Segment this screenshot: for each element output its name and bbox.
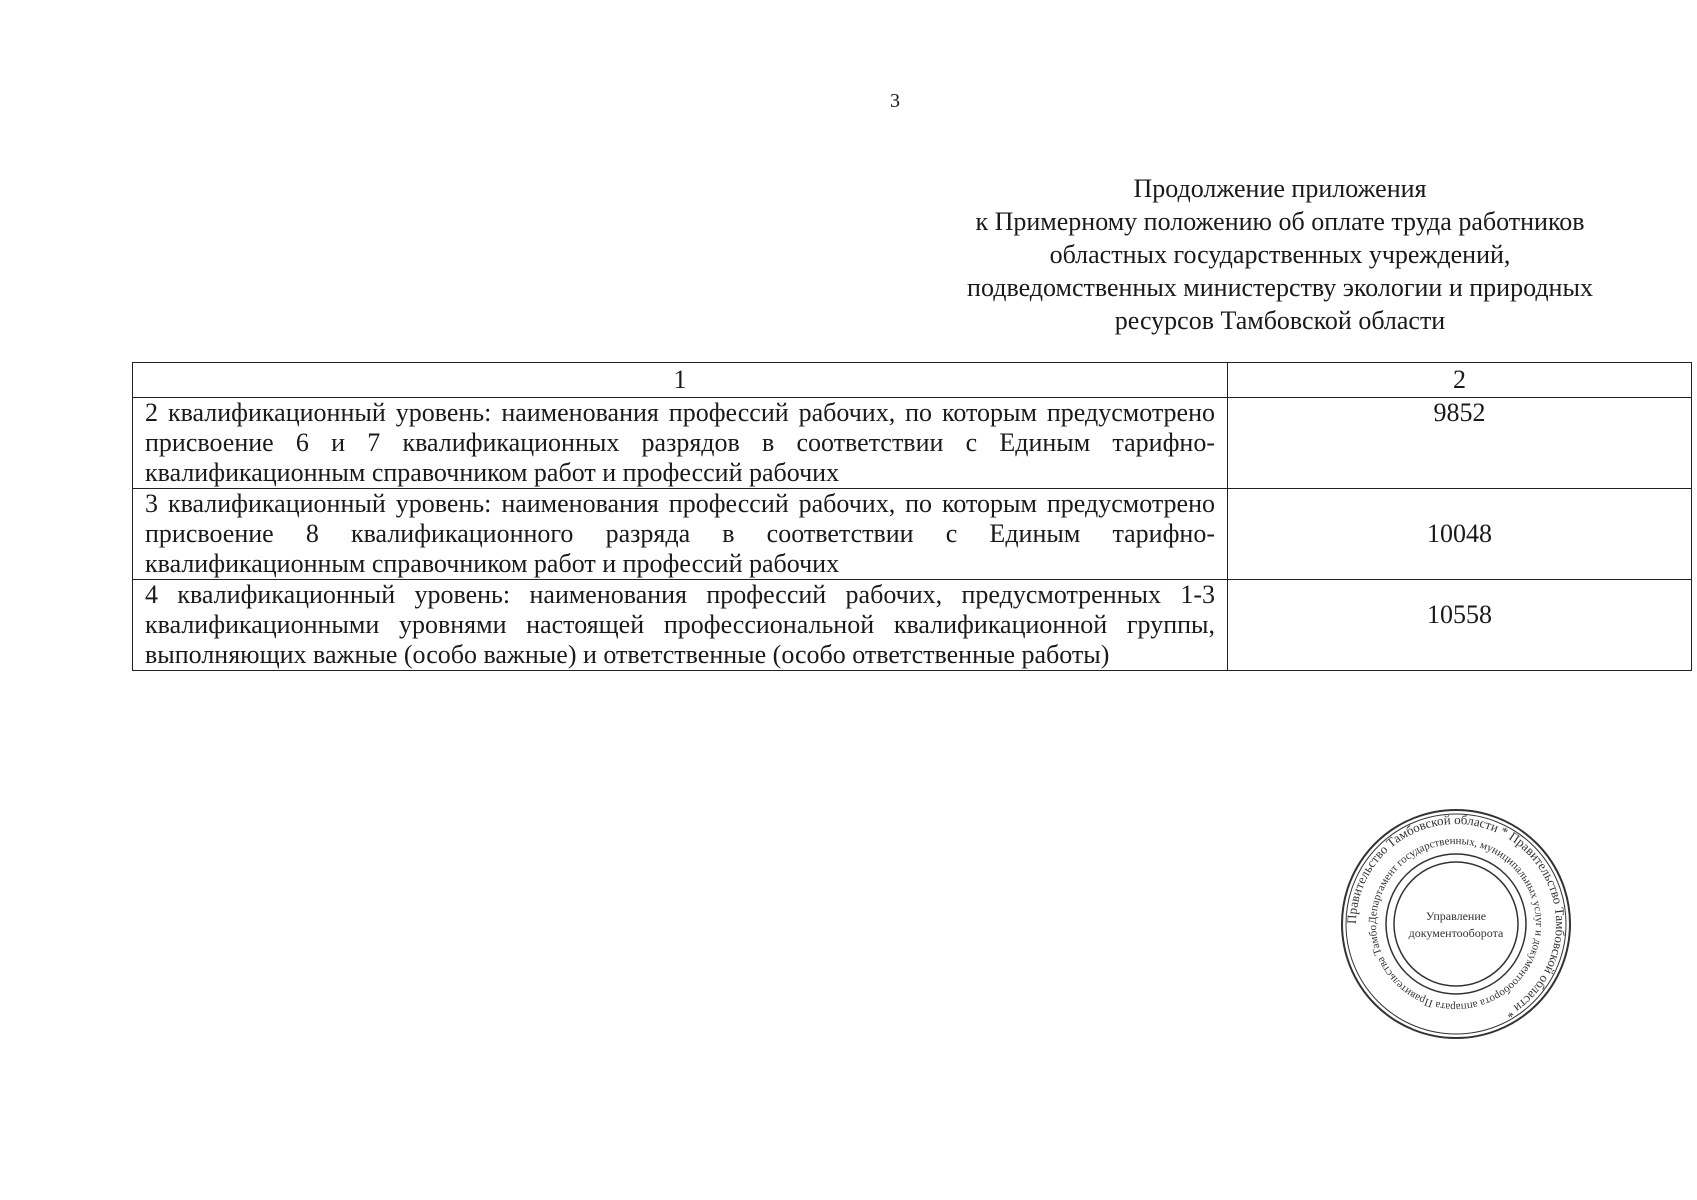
qualification-level-description: 3 квалификационный уровень: наименования профессий рабочих, по которым предусмотрено присвоение 8 квалификационного разряда в соответствии с Единым тарифно-квалификационным справочником работ и профессий рабочих: [133, 489, 1228, 580]
stamp-center-line-1: Управление: [1425, 909, 1487, 923]
table-header-row: [133, 363, 1692, 398]
stamp-center-line-2: документооборота: [1408, 926, 1504, 940]
header-line: Продолжение приложения: [1133, 174, 1427, 203]
salary-value: 10048: [1228, 489, 1692, 580]
document-stamp: [1338, 806, 1574, 1042]
appendix-header: [920, 172, 1640, 337]
header-line: областных государственных учреждений,: [1049, 240, 1511, 269]
salary-table: [132, 362, 1692, 671]
header-line: к Примерному положению об оплате труда работников: [975, 207, 1585, 236]
table-row: [133, 398, 1692, 489]
salary-value: 10558: [1228, 580, 1692, 671]
column-header-1: 1: [133, 363, 1228, 398]
header-line: подведомственных министерству экологии и природных: [967, 273, 1593, 302]
table-row: [133, 489, 1692, 580]
salary-value: 9852: [1228, 398, 1692, 489]
column-header-2: 2: [1228, 363, 1692, 398]
table-row: [133, 580, 1692, 671]
header-line: ресурсов Тамбовской области: [1114, 306, 1446, 335]
stamp-seal-icon: [1338, 806, 1574, 1042]
qualification-level-description: 4 квалификационный уровень: наименования профессий рабочих, предусмотренных 1-3 квалификационными уровнями настоящей профессиональной квалификационной группы, выполняющих важные (особо важные) и ответственные (особо ответственные работы): [133, 580, 1228, 671]
stamp-middle-text: Департамент государственных, муниципальных услуг и документооборота аппарата Правительства Тамбо: [1366, 834, 1546, 1014]
page-number: 3: [890, 90, 900, 112]
stamp-outer-text: Правительство Тамбовской области * Правительство Тамбовской области *: [1343, 811, 1569, 1022]
qualification-level-description: 2 квалификационный уровень: наименования профессий рабочих, по которым предусмотрено присвоение 6 и 7 квалификационных разрядов в соответствии с Единым тарифно-квалификационным справочником работ и профессий рабочих: [133, 398, 1228, 489]
